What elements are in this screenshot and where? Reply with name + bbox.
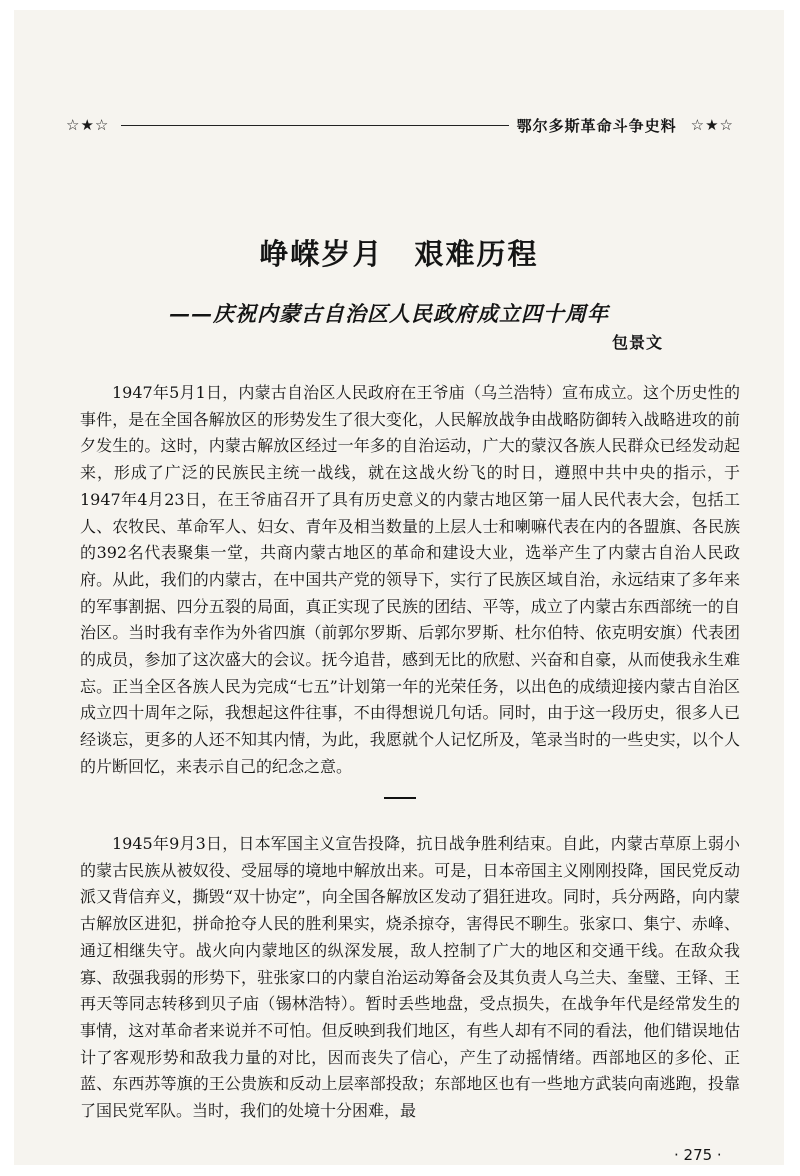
article-subtitle: ——庆祝内蒙古自治区人民政府成立四十周年 xyxy=(169,301,609,326)
stars-left: ☆★☆ xyxy=(66,116,110,134)
page-number: · 275 · xyxy=(674,1146,722,1164)
journal-title: 鄂尔多斯革命斗争史料 xyxy=(516,116,677,135)
section-heading xyxy=(384,797,416,799)
article-author: 包景文 xyxy=(612,333,664,352)
paragraph-2: 1945年9月3日，日本军国主义宣告投降，抗日战争胜利结束。自此，内蒙古草原上弱小的蒙古民族从被奴役、受屈辱的境地中解放出来。可是，日本帝国主义刚刚投降，国民党反动派又背信弃义，撕毁“双十协定”，向全国各解放区发动了猖狂进攻。同时，兵分两路，向内蒙古解放区进犯，拼命抢夺人民的胜利果实，烧杀掠夺，害得民不聊生。张家口、集宁、赤峰、通辽相继失守。战火向内蒙地区的纵深发展，敌人控制了广大的地区和交通干线。在敌众我寡、敌强我弱的形势下，驻张家口的内蒙自治运动筹备会及其负责人乌兰夫、奎璧、王铎、王再天等同志转移到贝子庙（锡林浩特）。暂时丢些地盘，受点损失，在战争年代是经常发生的事情，这对革命者来说并不可怕。但反映到我们地区，有些人却有不同的看法，他们错误地估计了客观形势和敌我力量的对比，因而丧失了信心，产生了动摇情绪。西部地区的多伦、正蓝、东西苏等旗的王公贵族和反动上层率部投敌；东部地区也有一些地方武装向南逃跑，投靠了国民党军队。当时，我们的处境十分困难，最 xyxy=(80,834,740,1121)
paragraph-1: 1947年5月1日，内蒙古自治区人民政府在王爷庙（乌兰浩特）宣布成立。这个历史性的事件，是在全国各解放区的形势发生了很大变化，人民解放战争由战略防御转入战略进攻的前夕发生的。这时，内蒙古解放区经过一年多的自治运动，广大的蒙汉各族人民群众已经发动起来，形成了广泛的民族民主统一战线，就在这战火纷飞的时日，遵照中共中央的指示，于1947年4月23日，在王爷庙召开了具有历史意义的内蒙古地区第一届人民代表大会，包括工人、农牧民、革命军人、妇女、青年及相当数量的上层人士和喇嘛代表在内的各盟旗、各民族的392名代表聚集一堂，共商内蒙古地区的革命和建设大业，选举产生了内蒙古自治人民政府。从此，我们的内蒙古，在中国共产党的领导下，实行了民族区域自治，永远结束了多年来的军事割据、四分五裂的局面，真正实现了民族的团结、平等，成立了内蒙古东西部统一的自治区。当时我有幸作为外省四旗（前郭尔罗斯、后郭尔罗斯、杜尔伯特、依克明安旗）代表团的成员，参加了这次盛大的会议。抚今追昔，感到无比的欣慰、兴奋和自豪，从而使我永生难忘。正当全区各族人民为完成“七五”计划第一年的光荣任务，以出色的成绩迎接内蒙古自治区成立四十周年之际，我想起这件往事，不由得想说几句话。同时，由于这一段历史，很多人已经谈忘，更多的人还不知其内情，为此，我愿就个人记忆所及，笔录当时的一些史实，以个人的片断回忆，来表示自己的纪念之意。 xyxy=(80,383,740,776)
header-rule xyxy=(121,125,508,126)
article-title: 峥嵘岁月 艰难历程 xyxy=(259,237,539,271)
stars-right: ☆★☆ xyxy=(690,116,734,134)
running-header xyxy=(66,114,734,136)
document-page xyxy=(14,10,784,1165)
